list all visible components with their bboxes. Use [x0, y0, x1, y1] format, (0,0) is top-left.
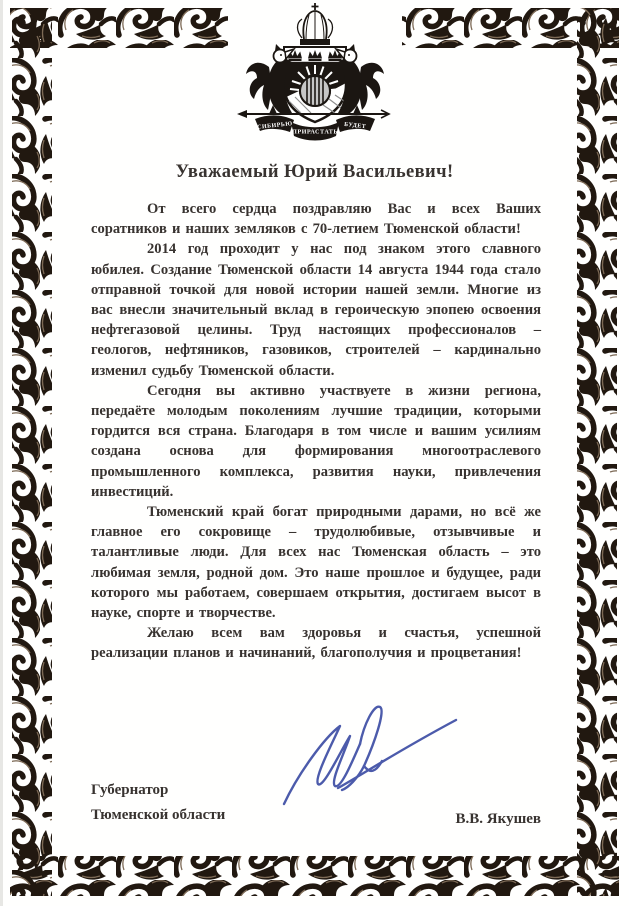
salutation: Уважаемый Юрий Васильевич!	[175, 162, 454, 182]
border-bottom-band	[10, 856, 619, 896]
signoff	[91, 778, 541, 828]
signoff-title-line2: Тюменской области	[91, 807, 226, 823]
signoff-name: В.В. Якушев	[455, 811, 541, 827]
letter-paragraph: Сегодня вы активно участвуете в жизни региона, передаёте молодым поколениям лучшие традиции, которыми гордится вся страна. Благодаря в том числе и вашим усилиям создана основа для формирования многоотраслевого промышленного комплекса, развития науки, привлечения инвестиций.	[91, 382, 541, 500]
letter-paragraph: Тюменский край богат природными дарами, но всё же главное его сокровище – трудолюбивые, отзывчивые и талантливые люди. Для всех нас Тюменская область – это любимая земля, родной дом. Это наше прошлое и будущее, ради которого мы работаем, совершаем открытия, достигаем высот в науке, спорте и творчестве.	[91, 504, 541, 622]
shield-icon	[284, 47, 346, 122]
motto-center: ПРИРАСТАТЬ	[292, 128, 338, 136]
coat-of-arms	[235, 1, 395, 149]
border-left-band	[12, 8, 52, 896]
crown-icon	[298, 3, 333, 45]
letter-body	[91, 199, 541, 664]
letter-paragraph: От всего сердца поздравляю Вас и всех Ваших соратников и наших земляков с 70-летием Тюменской области!	[91, 201, 541, 238]
signoff-title-line1: Губернатор	[91, 782, 169, 798]
motto-right: БУДЕТ	[343, 121, 367, 131]
signoff-title	[91, 778, 225, 828]
letter-paragraph: 2014 год проходит у нас под знаком этого славного юбилея. Создание Тюменской области 14 августа 1944 года стало отправной точкой для новой истории нашей земли. Многие из вас внесли значительный вклад в героическую эпопею освоения нефтегазовой целины. Труд настоящих профессионалов – геологов, нефтяников, газовиков, строителей – кардинально изменил судьбу Тюменской области.	[91, 241, 541, 379]
border-right-band	[577, 8, 617, 896]
motto-left: СИБИРЬЮ	[256, 121, 293, 131]
letter-paragraph: Желаю всем вам здоровья и счастья, успешной реализации планов и начинаний, благополучия и процветания!	[91, 625, 541, 662]
